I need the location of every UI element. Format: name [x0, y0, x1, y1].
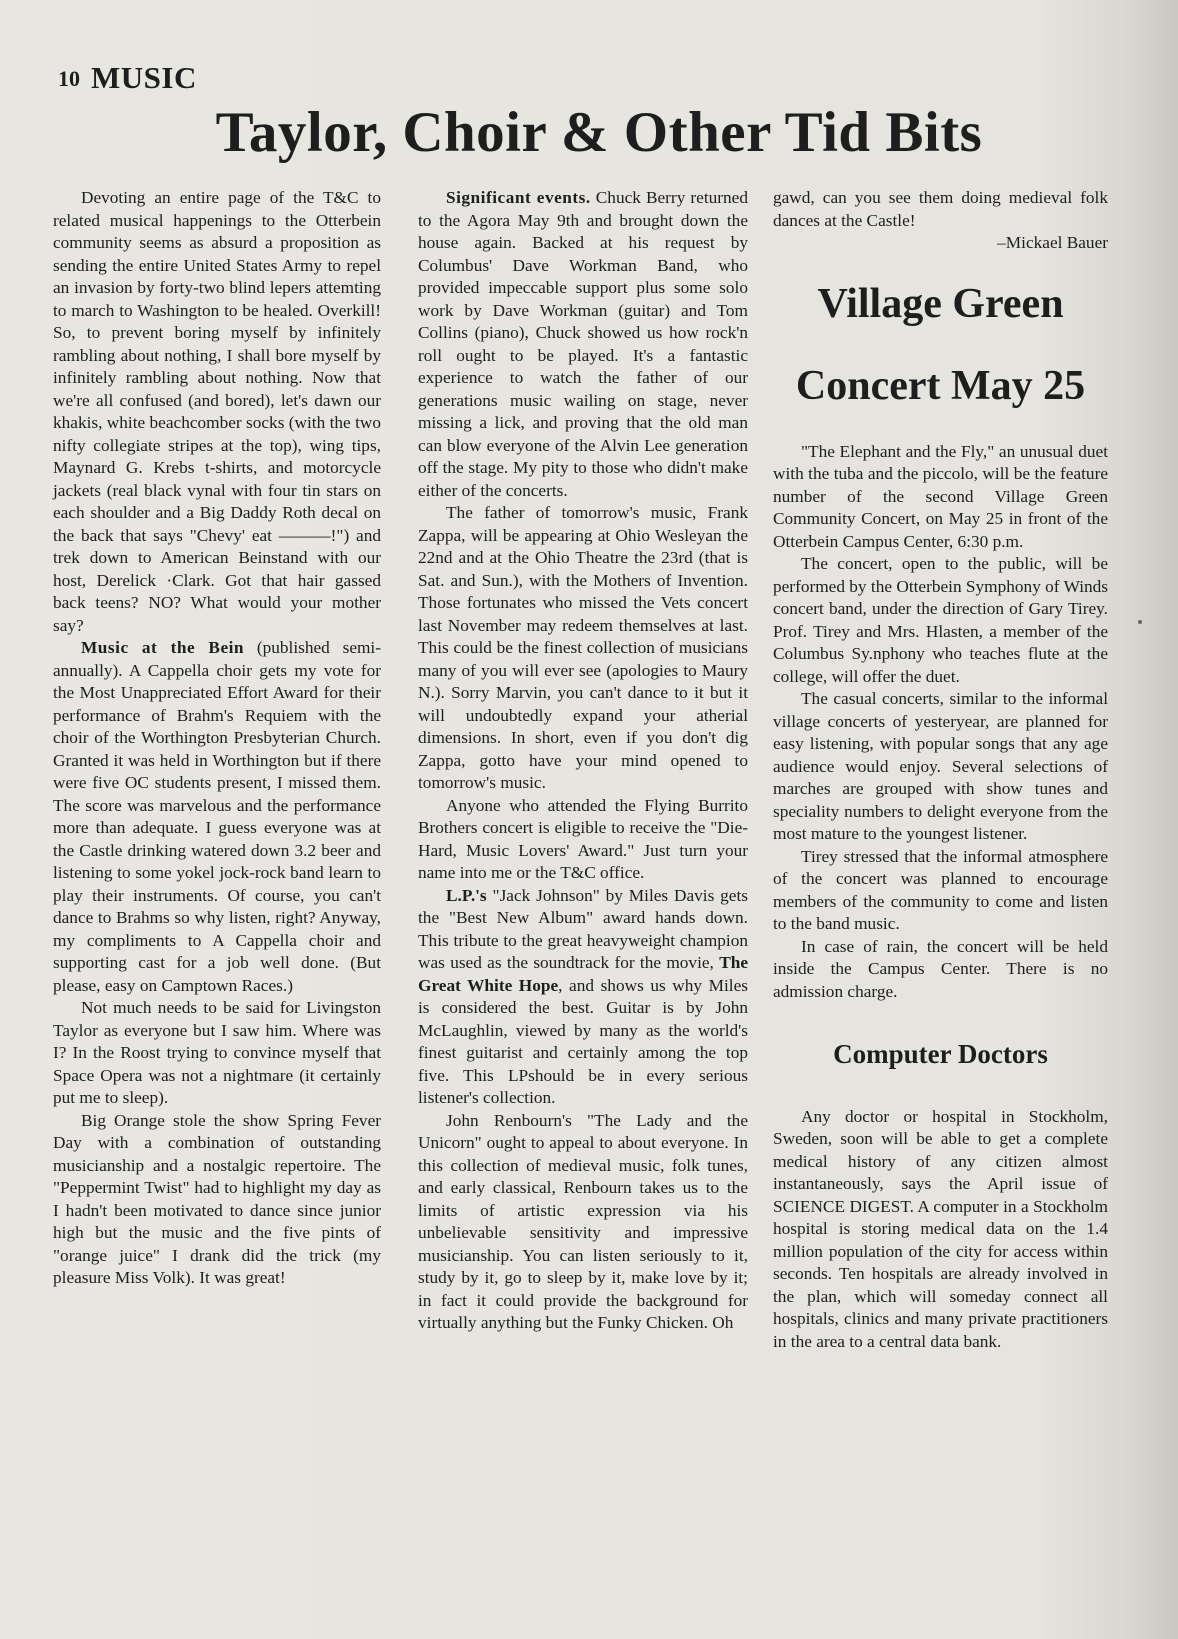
article-column-3: [773, 187, 1108, 1353]
headline-line: Concert May 25: [795, 362, 1086, 409]
article-paragraph: Devoting an entire page of the T&C to related musical happenings to the Otterbein community seems as absurd a proposition as sending the entire United States Army to repel an invasion by forty-two blind lepers attemting to march to Washington to be healed. Overkill! So, to prevent boring myself by infinitely rambling about nothing, I shall bore myself by infinitely rambling about nothing. Now that we're all confused (and bored), let's dawn our khakis, white beachcomber socks (with the two nifty collegiate stripes at the top), wing tips, Maynard G. Krebs t-shirts, and motorcycle jackets (real black vynal with four tin stars on each shoulder and a Big Daddy Roth decal on the back that says "Chevy' eat ———!") and trek down to American Beinstand with our host, Derelick ·Clark. Got that hair gassed back teens? NO? What would your mother say?: [53, 188, 381, 635]
article-paragraph: The casual concerts, similar to the informal village concerts of yesteryear, are planned for easy listening, with popular songs that any age audience would enjoy. Several selections of marches are grouped with show tunes and speciality numbers to delight everyone from the most mature to the youngest listener.: [773, 689, 1108, 843]
article-paragraph: The concert, open to the public, will be performed by the Otterbein Symphony of Winds concert band, under the direction of Gary Tirey. Prof. Tirey and Mrs. Hlasten, a member of the Columbus Sy.nphony who teaches flute at the college, will offer the duet.: [773, 554, 1108, 686]
article-paragraph: In case of rain, the concert will be held inside the Campus Center. There is no admission charge.: [773, 936, 1108, 1001]
article-paragraph: [418, 187, 748, 502]
section-label: MUSIC: [91, 60, 197, 95]
article-continuation: gawd, can you see them doing medieval folk dances at the Castle!: [773, 188, 1108, 230]
byline: –Mickael Bauer: [997, 233, 1108, 252]
headline-line: Village Green: [817, 280, 1064, 327]
main-headline: Taylor, Choir & Other Tid Bits: [215, 101, 983, 164]
article-paragraph: "The Elephant and the Fly," an unusual duet with the tuba and the piccolo, will be the feature number of the second Village Green Community Concert, on May 25 in front of the Otterbein Campus Center, 6:30 p.m.: [773, 441, 1108, 551]
movie-title: The Great White Hope: [418, 953, 748, 995]
article-paragraph: Big Orange stole the show Spring Fever Day with a combination of outstanding musicianship and a nostalgic repertoire. The "Peppermint Twist" had to highlight my day as I hadn't been motivated to dance since junior high but the music and the five pints of "orange juice" I drank did the trick (my pleasure Miss Volk). It was great!: [53, 1110, 381, 1287]
article-paragraph: Not much needs to be said for Livingston Taylor as everyone but I saw him. Where was I? In the Roost trying to convince myself that Space Opera was not a nightmare (it certainly put me to sleep).: [53, 998, 381, 1107]
article-column-1: [53, 187, 381, 1290]
page-header: [58, 60, 1138, 100]
article-paragraph: Anyone who attended the Flying Burrito Brothers concert is eligible to receive the "Die-Hard, Music Lovers' Award." Just turn your name into me or the T&C office.: [418, 795, 748, 882]
article-paragraph: John Renbourn's "The Lady and the Unicorn" ought to appeal to about everyone. In this collection of medieval music, folk tunes, and early classical, Renbourn takes us to the limits of artistic expression via his unbelievable sensitivity and impressive musicianship. You can listen seriously to it, study by it, go to sleep by it, make love by it; in fact it could provide the background for virtually anything but the Funky Chicken. Oh: [418, 1110, 748, 1332]
article-paragraph: Any doctor or hospital in Stockholm, Sweden, soon will be able to get a complete medical history of any citizen almost instantaneously, says the April issue of SCIENCE DIGEST. A computer in a Stockholm hospital is storing medical data on the 1.4 million population of the city for access within seconds. Ten hospitals are already involved in the plan, which will someday connect all hospitals, clinics and many private practitioners in the area to a central data bank.: [773, 1106, 1108, 1351]
article-paragraph: The father of tomorrow's music, Frank Zappa, will be appearing at Ohio Wesleyan the 22nd and at the Ohio Theatre the 23rd (that is Sat. and Sun.), with the Mothers of Invention. Those fortunates who missed the Vets concert last November may redeem themselves at last. This could be the finest collection of musicians many of you will ever see (apologies to Maury N.). Sorry Marvin, you can't dance to it but it will undoubtedly expand your atherial dimensions. In short, even if you don't dig Zappa, gotto have your mind opened to tomorrow's music.: [418, 503, 748, 792]
computer-doctors-headline: Computer Doctors: [833, 1039, 1048, 1069]
lead-in: Significant events.: [446, 188, 591, 207]
article-paragraph: [53, 637, 381, 997]
print-speck: [1138, 620, 1142, 624]
article-paragraph: Tirey stressed that the informal atmosphere of the concert was planned to encourage members of the community to come and listen to the band music.: [773, 846, 1108, 933]
article-paragraph: [418, 885, 748, 1110]
paragraph-text: "Jack Johnson" by Miles Davis gets the "Best New Album" award hands down. This tribute to the great heavyweight champion was used as the soundtrack for the movie,: [418, 885, 748, 972]
lead-in: L.P.'s: [446, 885, 487, 905]
lead-in: Music at the Bein: [81, 638, 245, 657]
paragraph-text: Chuck Berry returned to the Agora May 9th and brought down the house again. Backed at his request by Columbus' Dave Workman Band, who provided impeccable support plus some solo work by Dave Workman (guitar) and Tom Collins (piano), Chuck showed us how rock'n roll ought to be played. It's a fantastic experience to watch the father of our generations music wailing on stage, never missing a lick, and proving that the old man can blow everyone of the Alvin Lee generation off the stage. My pity to those who didn't make either of the concerts.: [418, 188, 748, 500]
article-column-2: [418, 187, 748, 1335]
village-green-headline: [773, 279, 1108, 411]
page-number: 10: [58, 66, 80, 91]
paragraph-text: (published semi-annually). A Cappella choir gets my vote for the Most Unappreciated Effort Award for their performance of Brahm's Requiem with the choir of the Worthington Presbyterian Church. Granted it was held in Worthington but if there were five OC students present, I missed them. The score was marvelous and the performance more than adequate. I guess everyone was at the Castle drinking watered down 3.2 beer and listening to some yokel jock-rock band learn to play their instruments. Of course, you can't dance to Brahms so why listen, right? Anyway, my compliments to A Cappella choir and supporting cast for a job well done. (But please, easy on Camptown Races.): [53, 638, 381, 995]
paragraph-text: , and shows us why Miles is considered the best. Guitar is by John McLaughlin, viewed by many as the world's finest guitarist and certainly among the top five. This LPshould be in every serious listener's collection.: [418, 975, 748, 1107]
